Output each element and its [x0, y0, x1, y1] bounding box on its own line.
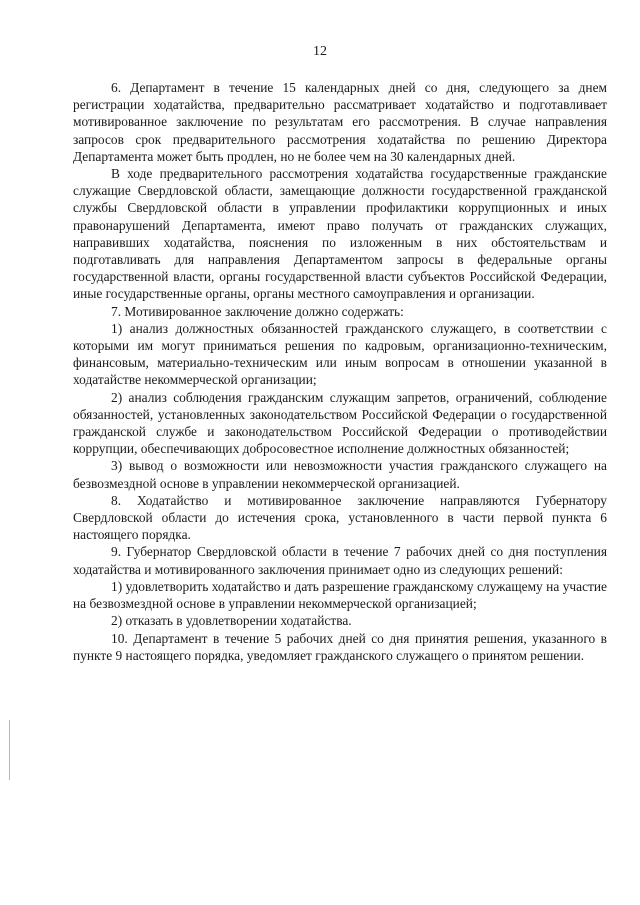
paragraph-8: 8. Ходатайство и мотивированное заключение направляются Губернатору Свердловской области до истечения срока, установленного в части первой пункта 6 настоящего порядка.	[73, 492, 607, 543]
paragraph-7-item-3: 3) вывод о возможности или невозможности участия гражданского служащего на безвозмездной основе в управлении некоммерческой организацией.	[73, 458, 607, 491]
paragraph-preliminary-review: В ходе предварительного рассмотрения ходатайства государственные гражданские служащие Свердловской области, замещающие должности государственной гражданской службы Свердловской области в управлении профилактики коррупционных и иных правонарушений Департамента, имеют право получать от гражданских служащих, направивших ходатайства, пояснения по изложенным в них обстоятельствам и подготавливать для направления Департаментом запросы в федеральные органы государственной власти, органы государственной власти субъектов Российской Федерации, иные государственные органы, органы местного самоуправления и организации.	[73, 166, 607, 302]
paragraph-7: 7. Мотивированное заключение должно содержать:	[111, 303, 404, 319]
paragraph-7-item-1: 1) анализ должностных обязанностей гражданского служащего, в соответствии с которыми им могут приниматься решения по кадровым, организационно-техническим, финансовым, материально-техническим или иным вопросам в отношении указанной в ходатайстве некоммерческой организации;	[73, 320, 607, 388]
paragraph-10: 10. Департамент в течение 5 рабочих дней со дня принятия решения, указанного в пункте 9 настоящего порядка, уведомляет гражданского служащего о принятом решении.	[73, 630, 607, 663]
scan-edge-mark	[9, 720, 10, 780]
document-body	[73, 79, 607, 664]
paragraph-9-item-2: 2) отказать в удовлетворении ходатайства.	[111, 613, 352, 629]
paragraph-9-item-1: 1) удовлетворить ходатайство и дать разрешение гражданскому служащему на участие на безвозмездной основе в управлении некоммерческой организацией;	[73, 578, 607, 612]
paragraph-6: 6. Департамент в течение 15 календарных дней со дня, следующего за днем регистрации ходатайства, предварительно рассматривает ходатайство и подготавливает мотивированное заключение по результатам его рассмотрения. В случае направления запросов срок предварительного рассмотрения ходатайства по решению Директора Департамента может быть продлен, но не более чем на 30 календарных дней.	[73, 80, 607, 164]
paragraph-9: 9. Губернатор Свердловской области в течение 7 рабочих дней со дня поступления ходатайства и мотивированного заключения принимает одно из следующих решений:	[73, 544, 607, 577]
paragraph-7-item-2: 2) анализ соблюдения гражданским служащим запретов, ограничений, соблюдение обязанностей, установленных законодательством Российской Федерации о государственной гражданской службе и законодательством Российской Федерации о противодействии коррупции, обеспечивающих добросовестное исполнение должностных обязанностей;	[73, 389, 607, 457]
page-number: 12	[313, 44, 327, 59]
